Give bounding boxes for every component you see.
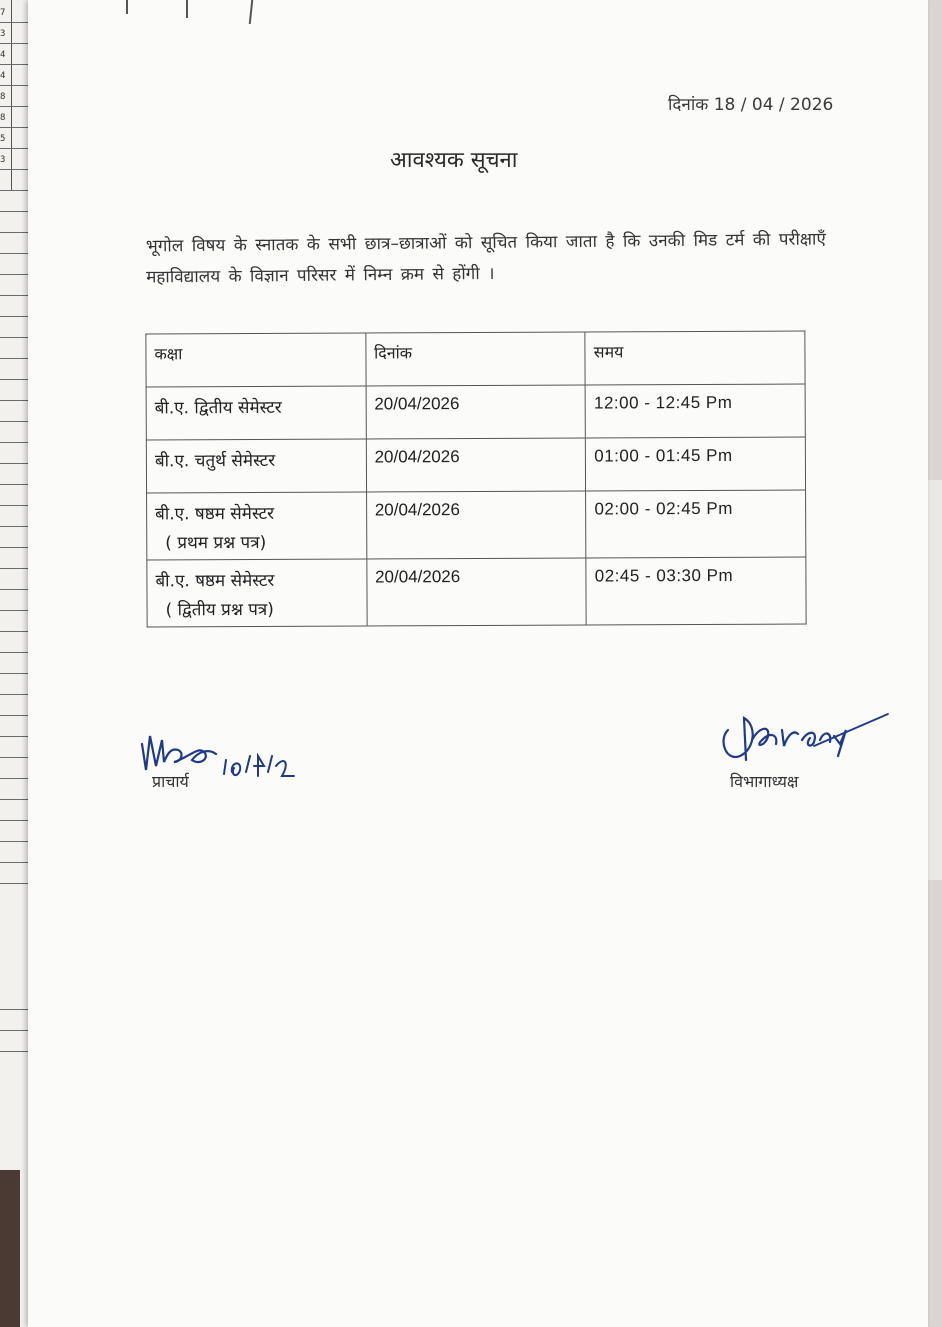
underlying-sheet-number: 7	[0, 8, 6, 18]
notice-heading: आवश्यक सूचना	[390, 148, 518, 173]
department-head-label: विभागाध्यक्ष	[730, 772, 799, 791]
underlying-sheet-right	[928, 480, 942, 880]
cell-date: 20/04/2026	[366, 385, 586, 439]
table-row	[147, 490, 806, 560]
underlying-sheet-number: 8	[0, 92, 6, 102]
table-surface	[0, 1170, 20, 1327]
cell-date: 20/04/2026	[366, 491, 586, 559]
underlying-sheet-margin-line	[11, 0, 12, 190]
notice-date: दिनांक 18 / 04 / 2026	[668, 95, 834, 115]
cell-date: 20/04/2026	[366, 438, 586, 492]
cell-date: 20/04/2026	[367, 558, 587, 626]
underlying-sheet-number: 4	[0, 71, 6, 81]
principal-label: प्राचार्य	[152, 772, 189, 791]
paper-top-mark	[186, 0, 188, 18]
underlying-sheet-number: 8	[0, 113, 6, 123]
underlying-sheet-number: 3	[0, 155, 6, 165]
paper-top-mark	[249, 0, 253, 24]
table-row	[146, 437, 805, 493]
table-header-row	[146, 331, 805, 387]
table-row	[147, 557, 806, 627]
cell-class	[146, 386, 366, 440]
question-paper-label: ( प्रथम प्रश्न पत्र)	[165, 532, 267, 554]
department-head-signature	[718, 700, 898, 774]
notice-body: भूगोल विषय के स्नातक के सभी छात्र–छात्राओं को सूचित किया जाता है कि उनकी मिड टर्म की परीक्षाएँ महाविद्यालय के विज्ञान परिसर में निम्न क्रम से होंगी ।	[145, 229, 826, 288]
notice-paper	[28, 0, 928, 1327]
cell-class	[147, 492, 367, 560]
question-paper-label: ( द्वितीय प्रश्न पत्र)	[165, 599, 274, 621]
class-name: बी.ए. षष्ठम सेमेस्टर	[155, 570, 275, 592]
paper-top-mark	[126, 0, 128, 14]
class-name: बी.ए. द्वितीय सेमेस्टर	[154, 397, 282, 419]
underlying-sheet-number: 5	[0, 134, 6, 144]
cell-class	[147, 559, 367, 627]
underlying-sheet-number: 4	[0, 50, 6, 60]
department-head-signature-scribble	[718, 700, 898, 770]
header-time: समय	[585, 331, 805, 385]
header-date: दिनांक	[366, 332, 586, 386]
cell-time: 02:00 - 02:45 Pm	[586, 490, 806, 558]
exam-schedule-table	[145, 331, 806, 628]
cell-time: 02:45 - 03:30 Pm	[586, 557, 806, 625]
cell-class	[146, 439, 366, 493]
class-name: बी.ए. षष्ठम सेमेस्टर	[155, 503, 275, 525]
class-name: बी.ए. चतुर्थ सेमेस्टर	[154, 450, 276, 472]
table-row	[146, 384, 805, 440]
header-class: कक्षा	[146, 333, 366, 387]
cell-time: 12:00 - 12:45 Pm	[585, 384, 805, 438]
underlying-sheet-number: 3	[0, 29, 6, 39]
cell-time: 01:00 - 01:45 Pm	[586, 437, 806, 491]
